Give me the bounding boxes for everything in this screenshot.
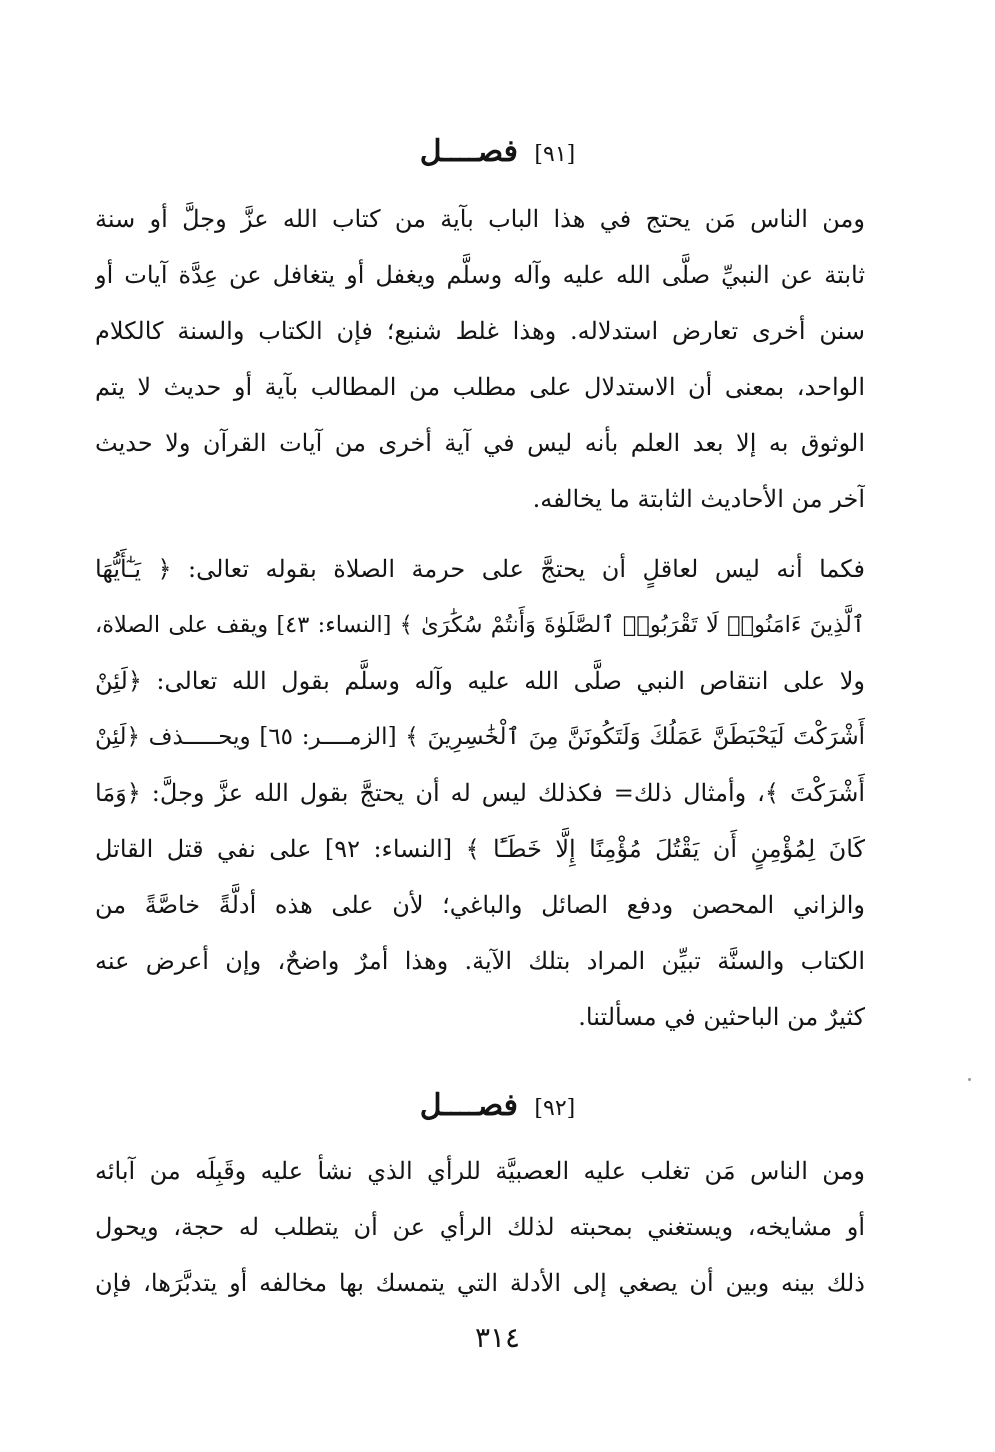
section-heading-91 (0, 132, 995, 175)
text-line: الواحد، بمعنى أن الاستدلال على مطلب من المطالب بآية أو حديث لا يتم (95, 373, 865, 401)
text-line: آخر من الأحاديث الثابتة ما يخالفه. (532, 485, 865, 513)
text-line: أَشْرَكْتَ ﴾، وأمثال ذلك= فكذلك ليس له أن يحتجَّ بقول الله عزَّ وجلَّ: ﴿وَمَا (95, 779, 865, 807)
text-line: أَشْرَكْتَ لَيَحْبَطَنَّ عَمَلُكَ وَلَتَكُونَنَّ مِنَ ٱلْخَٰسِرِينَ ﴾ [الزمــــر: ٦٥] ويحـــــذف ﴿لَئِنْ (95, 724, 865, 750)
text-line: ٱلَّذِينَ ءَامَنُوا۟ لَا تَقْرَبُوا۟ ٱلصَّلَوٰةَ وَأَنتُمْ سُكَٰرَىٰ ﴾ [النساء: ٤٣] ويقف على الصلاة، (95, 612, 865, 638)
text-line: كَانَ لِمُؤْمِنٍ أَن يَقْتُلَ مُؤْمِنًا إِلَّا خَطَـًٔا ﴾ [النساء: ٩٢] على نفي قتل القاتل (95, 835, 865, 863)
text-line: كثيرٌ من الباحثين في مسألتنا. (578, 1003, 865, 1031)
text-line: ومن الناس مَن تغلب عليه العصبيَّة للرأي الذي نشأ عليه وقَبِلَه من آبائه (95, 1157, 865, 1185)
section-number: [٩٢] (534, 1096, 576, 1121)
text-line: ومن الناس مَن يحتج في هذا الباب بآية من كتاب الله عزَّ وجلَّ أو سنة (95, 205, 865, 233)
text-line: سنن أخرى تعارض استدلاله. وهذا غلط شنيع؛ فإن الكتاب والسنة كالكلام (95, 317, 865, 345)
section-heading-92 (0, 1086, 995, 1129)
text-line: الكتاب والسنَّة تبيِّن المراد بتلك الآية. وهذا أمرٌ واضحٌ، وإن أعرض عنه (95, 947, 865, 975)
text-line: أو مشايخه، ويستغني بمحبته لذلك الرأي عن أن يتطلب له حجة، ويحول (95, 1213, 865, 1241)
section-number: [٩١] (534, 142, 576, 167)
text-line: الوثوق به إلا بعد العلم بأنه ليس في آية أخرى من آيات القرآن ولا حديث (95, 429, 865, 457)
paragraph-3 (95, 1143, 865, 1311)
text-line: فكما أنه ليس لعاقلٍ أن يحتجَّ على حرمة الصلاة بقوله تعالى: ﴿ يَـٰٓأَيُّهَا (95, 555, 865, 583)
section-title: فصــــل (419, 134, 518, 169)
page-number: ٣١٤ (474, 1321, 521, 1354)
text-line: ذلك بينه وبين أن يصغي إلى الأدلة التي يتمسك بها مخالفه أو يتدبَّرَها، فإن (95, 1269, 865, 1297)
text-line: ولا على انتقاص النبي صلَّى الله عليه وآله وسلَّم بقول الله تعالى: ﴿لَئِنْ (95, 667, 865, 695)
text-line: والزاني المحصن ودفع الصائل والباغي؛ لأن على هذه أدلَّةً خاصَّةً من (95, 891, 865, 919)
paragraph-2 (95, 541, 865, 1045)
margin-dot (968, 1078, 971, 1081)
text-line: ثابتة عن النبيِّ صلَّى الله عليه وآله وسلَّم ويغفل أو يتغافل عن عِدَّة آيات أو (95, 261, 865, 289)
paragraph-1 (95, 191, 865, 527)
section-title: فصــــل (419, 1088, 518, 1123)
